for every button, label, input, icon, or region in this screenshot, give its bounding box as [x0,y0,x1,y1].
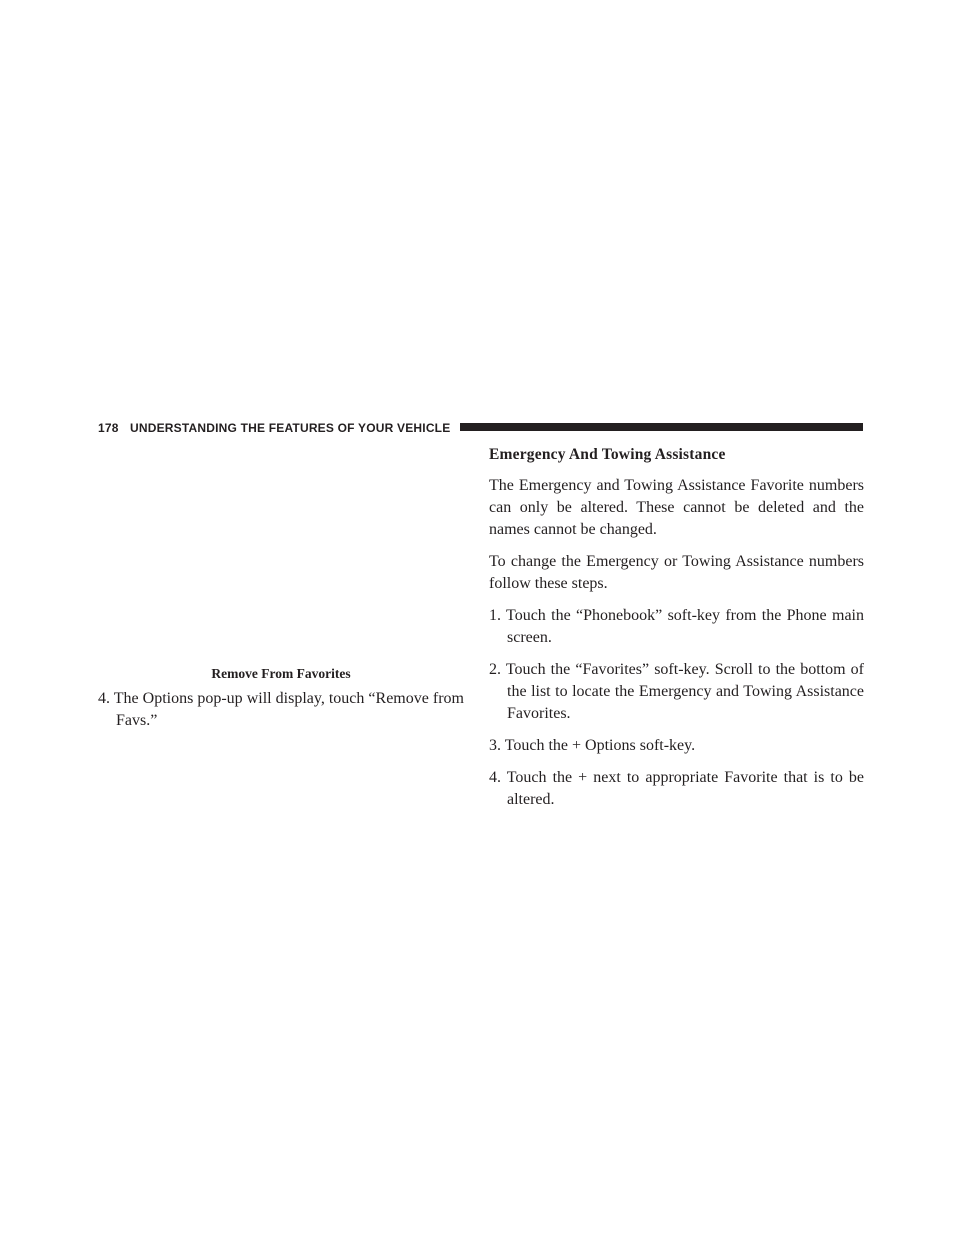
left-column [98,688,464,742]
step-item: 3. Touch the + Options soft-key. [489,737,696,754]
page-number: 178 [98,421,119,435]
figure-caption: Remove From Favorites [211,666,351,681]
paragraph: The Emergency and Towing Assistance Favorite numbers can only be altered. These cannot be deleted and the names cannot be changed. [489,477,864,538]
header-rule [460,423,863,431]
section-title: UNDERSTANDING THE FEATURES OF YOUR VEHICLE [130,421,451,435]
right-column [489,445,864,821]
step-remove-from-favs: 4. The Options pop-up will display, touch “Remove from Favs.” [98,690,464,729]
page-header [98,420,863,436]
step-item: 4. Touch the + next to appropriate Favorite that is to be altered. [489,769,864,808]
step-item: 1. Touch the “Phonebook” soft-key from the Phone main screen. [489,607,864,646]
step-item: 2. Touch the “Favorites” soft-key. Scroll to the bottom of the list to locate the Emergency and Towing Assistance Favorites. [489,661,864,722]
section-heading: Emergency And Towing Assistance [489,446,726,463]
paragraph: To change the Emergency or Towing Assistance numbers follow these steps. [489,553,864,592]
